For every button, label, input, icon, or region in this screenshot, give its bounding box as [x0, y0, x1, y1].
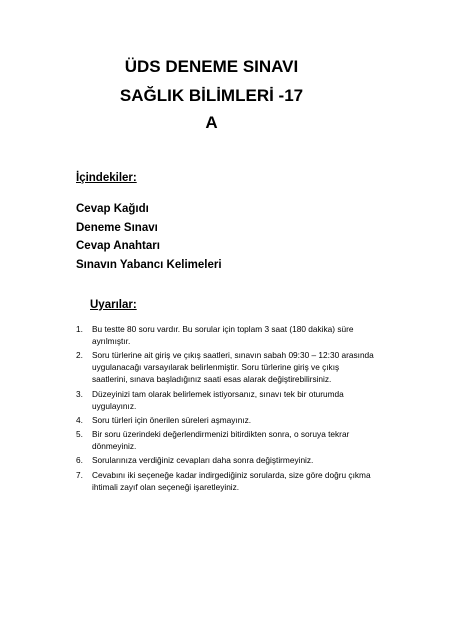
- warning-item: [76, 388, 376, 412]
- warning-text: Sorularınıza verdiğiniz cevapları daha sonra değiştirmeyiniz.: [92, 455, 314, 466]
- warning-number: 2.: [76, 350, 83, 361]
- contents-item: Cevap Anahtarı: [76, 240, 160, 252]
- warnings-list: [76, 323, 376, 495]
- contents-item: Deneme Sınavı: [76, 221, 158, 234]
- title-line-3: A: [205, 113, 218, 132]
- warning-item: [76, 454, 376, 466]
- warning-number: 5.: [76, 429, 83, 440]
- warning-item: [76, 349, 376, 385]
- warning-item: [76, 323, 376, 347]
- warning-text: Bir soru üzerindeki değerlendirmenizi bitirdikten sonra, o soruya tekrar dönmeyiniz.: [92, 429, 350, 452]
- warnings-heading: Uyarılar:: [90, 299, 137, 311]
- warning-number: 3.: [76, 388, 83, 399]
- contents-heading: İçindekiler:: [76, 172, 137, 184]
- warning-item: [76, 414, 376, 426]
- warning-text: Bu testte 80 soru vardır. Bu sorular için toplam 3 saat (180 dakika) süre ayrılmıştır.: [92, 324, 354, 346]
- contents-item: Cevap Kağıdı: [76, 203, 149, 215]
- title-line-2: SAĞLIK BİLİMLERİ -17: [119, 86, 304, 105]
- contents-list: [76, 200, 222, 274]
- title-line-1: ÜDS DENEME SINAVI: [124, 57, 299, 76]
- warning-number: 1.: [76, 324, 83, 334]
- warning-number: 6.: [76, 455, 83, 466]
- warning-item: [76, 469, 376, 493]
- warning-text: Cevabını iki seçeneğe kadar indirgediğiniz sorularda, size göre doğru çıkma ihtimali zayıf olan seçeneği işaretleyiniz.: [92, 469, 371, 492]
- contents-item: Sınavın Yabancı Kelimeleri: [76, 258, 222, 271]
- warning-item: [76, 428, 376, 452]
- warning-number: 4.: [76, 414, 83, 425]
- warning-text: Soru türlerine ait giriş ve çıkış saatleri, sınavın sabah 09:30 – 12:30 arasında uygulanacağı varsayılarak belirlenmiştir. Soru türlerine giriş ve çıkış saatlerini, sınava başladığınız saati esas alarak değiştirebilirsiniz.: [92, 350, 374, 385]
- warning-number: 7.: [76, 469, 83, 480]
- warning-text: Soru türleri için önerilen süreleri aşmayınız.: [92, 414, 252, 425]
- warning-text: Düzeyinizi tam olarak belirlemek istiyorsanız, sınavı tek bir oturumda uygulayınız.: [92, 388, 344, 411]
